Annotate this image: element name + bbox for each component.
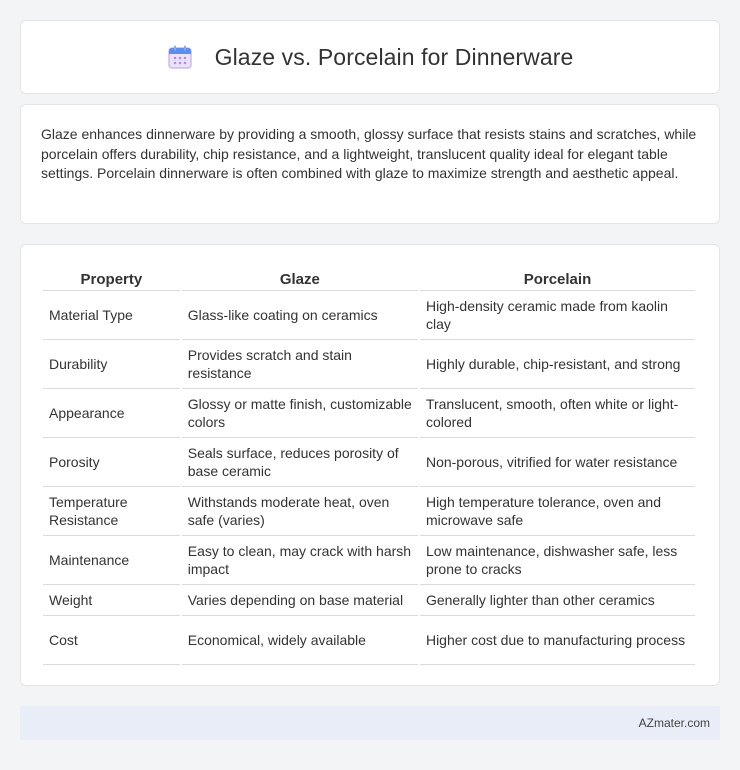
- header-porcelain: Porcelain: [420, 263, 695, 291]
- table-row: [43, 291, 695, 340]
- cell-porcelain: Generally lighter than other ceramics: [420, 585, 695, 616]
- intro-card: [20, 104, 720, 224]
- table-row: [43, 389, 695, 438]
- cell-property: Temperature Resistance: [43, 487, 180, 536]
- cell-porcelain: Highly durable, chip-resistant, and strong: [420, 340, 695, 389]
- table-row: [43, 487, 695, 536]
- cell-glaze: Glass-like coating on ceramics: [182, 291, 418, 340]
- table-row: [43, 616, 695, 665]
- calendar-icon: [167, 44, 193, 70]
- table-header-row: [43, 263, 695, 291]
- cell-porcelain: Low maintenance, dishwasher safe, less prone to cracks: [420, 536, 695, 585]
- cell-porcelain: Non-porous, vitrified for water resistance: [420, 438, 695, 487]
- cell-property: Cost: [43, 616, 180, 665]
- intro-text: Glaze enhances dinnerware by providing a smooth, glossy surface that resists stains and scratches, while porcelain offers durability, chip resistance, and a lightweight, translucent quality ideal for elegant table settings. Porcelain dinnerware is often combined with glaze to maximize strength and aesthetic appeal.: [41, 126, 697, 181]
- title-wrap: [167, 44, 574, 71]
- table-row: [43, 585, 695, 616]
- cell-glaze: Varies depending on base material: [182, 585, 418, 616]
- cell-porcelain: High temperature tolerance, oven and microwave safe: [420, 487, 695, 536]
- cell-porcelain: Higher cost due to manufacturing process: [420, 616, 695, 665]
- header-glaze: Glaze: [182, 263, 418, 291]
- cell-property: Appearance: [43, 389, 180, 438]
- cell-porcelain: High-density ceramic made from kaolin clay: [420, 291, 695, 340]
- cell-glaze: Seals surface, reduces porosity of base ceramic: [182, 438, 418, 487]
- table-row: [43, 340, 695, 389]
- footer-bar: [20, 706, 720, 740]
- footer-site-link[interactable]: AZmater.com: [638, 716, 710, 730]
- cell-glaze: Economical, widely available: [182, 616, 418, 665]
- table-row: [43, 536, 695, 585]
- cell-property: Weight: [43, 585, 180, 616]
- cell-porcelain: Translucent, smooth, often white or light-colored: [420, 389, 695, 438]
- page-title: Glaze vs. Porcelain for Dinnerware: [214, 43, 574, 70]
- cell-property: Porosity: [43, 438, 180, 487]
- header-property: Property: [43, 263, 180, 291]
- cell-property: Material Type: [43, 291, 180, 340]
- comparison-table-card: [20, 244, 720, 686]
- comparison-table: [41, 263, 697, 665]
- cell-glaze: Glossy or matte finish, customizable colors: [182, 389, 418, 438]
- cell-property: Durability: [43, 340, 180, 389]
- title-card: [20, 20, 720, 94]
- cell-glaze: Provides scratch and stain resistance: [182, 340, 418, 389]
- cell-property: Maintenance: [43, 536, 180, 585]
- table-row: [43, 438, 695, 487]
- cell-glaze: Withstands moderate heat, oven safe (varies): [182, 487, 418, 536]
- cell-glaze: Easy to clean, may crack with harsh impact: [182, 536, 418, 585]
